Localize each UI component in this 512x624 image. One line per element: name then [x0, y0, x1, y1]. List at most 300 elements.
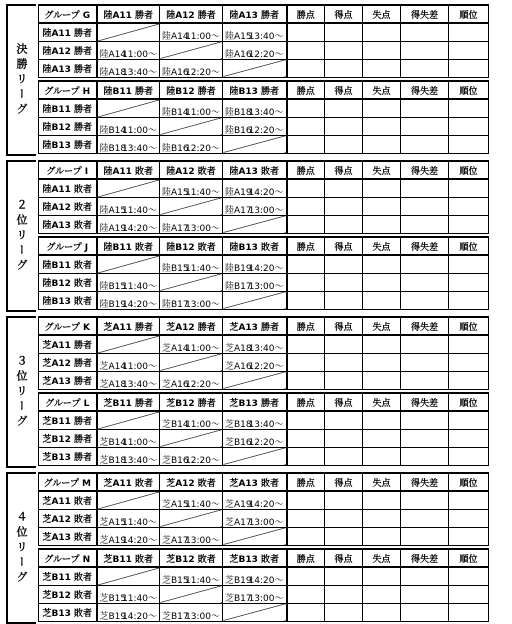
- match-cell: [97, 371, 160, 389]
- team-label: 芝A11 勝者: [39, 335, 97, 353]
- stat-column-header: 得失差: [401, 5, 449, 23]
- team-row: [39, 411, 489, 429]
- match-time: 11:00〜: [122, 361, 157, 371]
- match-number: 陸A14: [99, 49, 127, 59]
- stat-entry-cell[interactable]: [401, 179, 449, 197]
- stat-entry-cell[interactable]: [449, 291, 489, 309]
- team-label: 芝B11 敗者: [39, 567, 97, 585]
- stat-entry-cell[interactable]: [325, 353, 363, 371]
- stat-entry-cell[interactable]: [449, 41, 489, 59]
- stat-entry-cell[interactable]: [449, 371, 489, 389]
- opponent-column-header: 陸A11 敗者: [97, 161, 160, 179]
- match-cell: [160, 23, 223, 41]
- stat-entry-cell[interactable]: [325, 23, 363, 41]
- stat-entry-cell[interactable]: [325, 255, 363, 273]
- opponent-column-header: 陸B11 敗者: [97, 237, 160, 255]
- group-table: [38, 392, 489, 466]
- stat-entry-cell[interactable]: [401, 585, 449, 603]
- stat-entry-cell[interactable]: [287, 273, 325, 291]
- match-time: 11:40〜: [122, 593, 157, 603]
- group-table: [38, 160, 489, 234]
- stat-entry-cell[interactable]: [363, 255, 401, 273]
- stat-entry-cell[interactable]: [401, 527, 449, 545]
- stat-entry-cell[interactable]: [401, 197, 449, 215]
- match-cell: [97, 273, 160, 291]
- match-number: 芝A18: [99, 379, 127, 389]
- opponent-column-header: 芝A13 勝者: [223, 317, 287, 335]
- team-label: 陸B11 勝者: [39, 99, 97, 117]
- stat-entry-cell[interactable]: [325, 135, 363, 153]
- stat-entry-cell[interactable]: [287, 215, 325, 233]
- match-time: 13:40〜: [248, 420, 284, 429]
- match-time: 13:40〜: [248, 108, 284, 117]
- match-cell: [97, 117, 160, 135]
- match-time: 13:40〜: [248, 32, 284, 41]
- match-time: 14:20〜: [122, 299, 157, 309]
- stat-entry-cell[interactable]: [325, 527, 363, 545]
- stat-entry-cell[interactable]: [325, 335, 363, 353]
- stat-column-header: 得失差: [401, 237, 449, 255]
- match-cell: [97, 447, 160, 465]
- stat-entry-cell[interactable]: [287, 447, 325, 465]
- match-number: 陸B16: [162, 143, 189, 153]
- match-time: 13:00〜: [185, 535, 220, 545]
- stat-entry-cell[interactable]: [363, 215, 401, 233]
- stat-entry-cell[interactable]: [363, 41, 401, 59]
- match-time: 11:40〜: [122, 205, 157, 215]
- match-time: 11:00〜: [185, 108, 220, 117]
- stat-entry-cell[interactable]: [287, 411, 325, 429]
- stat-entry-cell[interactable]: [449, 135, 489, 153]
- stat-column-header: 順位: [449, 237, 489, 255]
- stat-entry-cell[interactable]: [287, 117, 325, 135]
- team-label: 芝A12 敗者: [39, 509, 97, 527]
- match-time: 14:20〜: [248, 264, 284, 273]
- stat-entry-cell[interactable]: [363, 585, 401, 603]
- stat-entry-cell[interactable]: [401, 255, 449, 273]
- stat-entry-cell[interactable]: [449, 59, 489, 77]
- stat-entry-cell[interactable]: [449, 603, 489, 621]
- match-cell: [160, 179, 223, 197]
- stat-entry-cell[interactable]: [401, 603, 449, 621]
- match-cell: [223, 197, 287, 215]
- match-number: 芝B16: [162, 455, 189, 465]
- opponent-column-header: 芝A12 勝者: [160, 317, 223, 335]
- stat-entry-cell[interactable]: [363, 411, 401, 429]
- stat-entry-cell[interactable]: [449, 335, 489, 353]
- match-time: 13:40〜: [122, 67, 157, 77]
- match-cell: [160, 291, 223, 309]
- stat-entry-cell[interactable]: [325, 117, 363, 135]
- stat-column-header: 勝点: [287, 237, 325, 255]
- stat-entry-cell[interactable]: [401, 59, 449, 77]
- match-number: 芝A16: [162, 379, 189, 389]
- stat-column-header: 得点: [325, 237, 363, 255]
- stat-entry-cell[interactable]: [401, 99, 449, 117]
- stat-entry-cell[interactable]: [363, 371, 401, 389]
- stat-entry-cell[interactable]: [363, 491, 401, 509]
- stat-entry-cell[interactable]: [325, 371, 363, 389]
- match-number: 陸B15: [99, 281, 127, 291]
- group-header-row: [39, 161, 489, 179]
- stat-column-header: 得点: [325, 161, 363, 179]
- match-cell: [97, 59, 160, 77]
- group-name: グループ M: [39, 473, 97, 491]
- stat-entry-cell[interactable]: [449, 353, 489, 371]
- stat-entry-cell[interactable]: [401, 335, 449, 353]
- stat-entry-cell[interactable]: [287, 491, 325, 509]
- stat-column-header: 得点: [325, 81, 363, 99]
- stat-entry-cell[interactable]: [325, 429, 363, 447]
- match-cell: [160, 255, 223, 273]
- match-cell: [160, 99, 223, 117]
- team-label: 芝B11 勝者: [39, 411, 97, 429]
- stat-entry-cell[interactable]: [363, 135, 401, 153]
- match-cell: [223, 117, 287, 135]
- match-number: 芝A14: [162, 344, 189, 353]
- team-row: [39, 335, 489, 353]
- stat-entry-cell[interactable]: [401, 117, 449, 135]
- stat-entry-cell[interactable]: [401, 273, 449, 291]
- stat-entry-cell[interactable]: [325, 491, 363, 509]
- match-number: 芝A17: [162, 535, 189, 545]
- stat-entry-cell[interactable]: [449, 215, 489, 233]
- stat-entry-cell[interactable]: [363, 567, 401, 585]
- stat-entry-cell[interactable]: [363, 179, 401, 197]
- stat-entry-cell[interactable]: [325, 411, 363, 429]
- match-cell: [160, 135, 223, 153]
- match-cell: [97, 291, 160, 309]
- stat-entry-cell[interactable]: [401, 567, 449, 585]
- opponent-column-header: 陸A12 勝者: [160, 5, 223, 23]
- team-label: 芝A13 敗者: [39, 527, 97, 545]
- stat-entry-cell[interactable]: [325, 585, 363, 603]
- match-number: 陸B18: [99, 143, 127, 153]
- team-label: 芝A12 勝者: [39, 353, 97, 371]
- match-number: 陸A15: [162, 188, 189, 197]
- match-cell: [160, 567, 223, 585]
- team-row: [39, 291, 489, 309]
- stat-entry-cell[interactable]: [287, 99, 325, 117]
- stat-entry-cell[interactable]: [449, 179, 489, 197]
- opponent-column-header: 陸A11 勝者: [97, 5, 160, 23]
- stat-entry-cell[interactable]: [449, 255, 489, 273]
- team-row: [39, 255, 489, 273]
- self-match-diagonal-cell: [97, 567, 160, 585]
- stat-entry-cell[interactable]: [401, 371, 449, 389]
- match-cell: [97, 197, 160, 215]
- stat-entry-cell[interactable]: [401, 41, 449, 59]
- stat-entry-cell[interactable]: [325, 567, 363, 585]
- group-table: [38, 548, 489, 622]
- team-row: [39, 491, 489, 509]
- match-number: 陸A15: [225, 32, 252, 41]
- stat-column-header: 得点: [325, 549, 363, 567]
- stat-entry-cell[interactable]: [287, 179, 325, 197]
- stat-entry-cell[interactable]: [325, 509, 363, 527]
- stat-entry-cell[interactable]: [287, 59, 325, 77]
- team-label: 芝A11 敗者: [39, 491, 97, 509]
- match-number: 芝B15: [162, 576, 189, 585]
- stat-entry-cell[interactable]: [449, 117, 489, 135]
- match-number: 芝B17: [162, 611, 189, 621]
- match-cell: [223, 509, 287, 527]
- match-time: 13:00〜: [248, 593, 284, 603]
- stat-entry-cell[interactable]: [401, 291, 449, 309]
- match-time: 11:00〜: [122, 437, 157, 447]
- stat-entry-cell[interactable]: [287, 429, 325, 447]
- stat-entry-cell[interactable]: [363, 291, 401, 309]
- stat-entry-cell[interactable]: [287, 527, 325, 545]
- stat-column-header: 得点: [325, 5, 363, 23]
- match-number: 芝B16: [225, 437, 252, 447]
- stat-entry-cell[interactable]: [401, 509, 449, 527]
- match-time: 13:40〜: [122, 455, 157, 465]
- stat-entry-cell[interactable]: [401, 447, 449, 465]
- team-label: 芝B13 敗者: [39, 603, 97, 621]
- match-cell: [223, 23, 287, 41]
- match-cell: [160, 527, 223, 545]
- stat-entry-cell[interactable]: [449, 411, 489, 429]
- match-time: 12:20〜: [185, 67, 220, 77]
- match-cell: [160, 491, 223, 509]
- stat-entry-cell[interactable]: [363, 23, 401, 41]
- stat-entry-cell[interactable]: [401, 135, 449, 153]
- match-number: 陸B19: [99, 299, 127, 309]
- match-number: 芝B19: [225, 576, 252, 585]
- stat-column-header: 順位: [449, 317, 489, 335]
- stat-entry-cell[interactable]: [449, 273, 489, 291]
- stat-entry-cell[interactable]: [449, 23, 489, 41]
- stat-column-header: 勝点: [287, 549, 325, 567]
- team-row: [39, 567, 489, 585]
- team-label: 陸A13 勝者: [39, 59, 97, 77]
- match-cell: [97, 135, 160, 153]
- stat-entry-cell[interactable]: [363, 99, 401, 117]
- stat-entry-cell[interactable]: [401, 429, 449, 447]
- match-cell: [223, 353, 287, 371]
- self-match-diagonal-cell: [223, 215, 287, 233]
- stat-entry-cell[interactable]: [449, 99, 489, 117]
- match-number: 芝A18: [225, 344, 252, 353]
- match-cell: [223, 179, 287, 197]
- stat-entry-cell[interactable]: [287, 603, 325, 621]
- stat-entry-cell[interactable]: [401, 23, 449, 41]
- stat-entry-cell[interactable]: [449, 509, 489, 527]
- opponent-column-header: 芝A13 敗者: [223, 473, 287, 491]
- team-label: 陸A13 敗者: [39, 215, 97, 233]
- opponent-column-header: 陸B13 敗者: [223, 237, 287, 255]
- stat-entry-cell[interactable]: [449, 447, 489, 465]
- match-time: 11:40〜: [185, 576, 220, 585]
- stat-entry-cell[interactable]: [363, 273, 401, 291]
- group-name: グループ J: [39, 237, 97, 255]
- stat-column-header: 失点: [363, 549, 401, 567]
- opponent-column-header: 芝B13 勝者: [223, 393, 287, 411]
- team-row: [39, 273, 489, 291]
- match-cell: [160, 371, 223, 389]
- stat-column-header: 順位: [449, 473, 489, 491]
- stat-entry-cell[interactable]: [363, 59, 401, 77]
- self-match-diagonal-cell: [223, 291, 287, 309]
- match-time: 13:40〜: [122, 143, 157, 153]
- stat-column-header: 勝点: [287, 81, 325, 99]
- self-match-diagonal-cell: [97, 179, 160, 197]
- stat-entry-cell[interactable]: [287, 291, 325, 309]
- stat-entry-cell[interactable]: [449, 197, 489, 215]
- match-number: 陸B14: [99, 125, 127, 135]
- opponent-column-header: 芝B12 敗者: [160, 549, 223, 567]
- stat-column-header: 勝点: [287, 5, 325, 23]
- match-time: 14:20〜: [122, 611, 157, 621]
- match-cell: [223, 567, 287, 585]
- team-row: [39, 585, 489, 603]
- stat-entry-cell[interactable]: [401, 215, 449, 233]
- stat-entry-cell[interactable]: [287, 371, 325, 389]
- stat-entry-cell[interactable]: [287, 41, 325, 59]
- stat-column-header: 勝点: [287, 393, 325, 411]
- stat-entry-cell[interactable]: [325, 197, 363, 215]
- match-number: 陸B18: [225, 108, 252, 117]
- match-number: 芝B15: [99, 593, 127, 603]
- team-label: 陸A12 勝者: [39, 41, 97, 59]
- stat-entry-cell[interactable]: [363, 353, 401, 371]
- opponent-column-header: 芝B11 勝者: [97, 393, 160, 411]
- match-number: 陸B17: [225, 281, 252, 291]
- stat-entry-cell[interactable]: [325, 447, 363, 465]
- stat-entry-cell[interactable]: [287, 23, 325, 41]
- opponent-column-header: 陸B12 敗者: [160, 237, 223, 255]
- match-time: 14:20〜: [248, 576, 284, 585]
- team-row: [39, 23, 489, 41]
- group-name: グループ H: [39, 81, 97, 99]
- stat-entry-cell[interactable]: [449, 491, 489, 509]
- match-time: 13:40〜: [248, 344, 284, 353]
- match-time: 13:00〜: [185, 223, 220, 233]
- stat-entry-cell[interactable]: [325, 179, 363, 197]
- stat-entry-cell[interactable]: [363, 197, 401, 215]
- stat-entry-cell[interactable]: [325, 273, 363, 291]
- stat-entry-cell[interactable]: [363, 509, 401, 527]
- match-number: 芝A15: [162, 500, 189, 509]
- stat-entry-cell[interactable]: [363, 429, 401, 447]
- self-match-diagonal-cell: [160, 353, 223, 371]
- match-number: 芝A15: [99, 517, 127, 527]
- team-row: [39, 41, 489, 59]
- stat-entry-cell[interactable]: [325, 291, 363, 309]
- group-table: [38, 4, 489, 78]
- team-label: 陸B12 勝者: [39, 117, 97, 135]
- stat-entry-cell[interactable]: [287, 509, 325, 527]
- stat-entry-cell[interactable]: [449, 585, 489, 603]
- self-match-diagonal-cell: [97, 23, 160, 41]
- stat-entry-cell[interactable]: [325, 215, 363, 233]
- opponent-column-header: 芝A11 勝者: [97, 317, 160, 335]
- stat-entry-cell[interactable]: [325, 41, 363, 59]
- stat-entry-cell[interactable]: [287, 585, 325, 603]
- team-row: [39, 197, 489, 215]
- stat-entry-cell[interactable]: [287, 353, 325, 371]
- stat-entry-cell[interactable]: [287, 135, 325, 153]
- stat-entry-cell[interactable]: [287, 335, 325, 353]
- stat-column-header: 順位: [449, 5, 489, 23]
- stat-entry-cell[interactable]: [401, 411, 449, 429]
- stat-entry-cell[interactable]: [287, 567, 325, 585]
- team-row: [39, 509, 489, 527]
- tier-label: [6, 160, 36, 312]
- stat-entry-cell[interactable]: [449, 429, 489, 447]
- team-row: [39, 59, 489, 77]
- opponent-column-header: 陸B12 勝者: [160, 81, 223, 99]
- stat-column-header: 失点: [363, 5, 401, 23]
- stat-entry-cell[interactable]: [401, 353, 449, 371]
- group-name: グループ L: [39, 393, 97, 411]
- self-match-diagonal-cell: [160, 197, 223, 215]
- match-time: 11:40〜: [122, 281, 157, 291]
- tier-label: [6, 472, 36, 624]
- match-time: 13:00〜: [248, 205, 284, 215]
- group-name: グループ N: [39, 549, 97, 567]
- stat-entry-cell[interactable]: [287, 197, 325, 215]
- team-label: 陸B13 勝者: [39, 135, 97, 153]
- stat-entry-cell[interactable]: [363, 603, 401, 621]
- stat-column-header: 順位: [449, 549, 489, 567]
- match-number: 芝B17: [225, 593, 252, 603]
- stat-column-header: 順位: [449, 81, 489, 99]
- stat-column-header: 勝点: [287, 161, 325, 179]
- opponent-column-header: 芝B11 敗者: [97, 549, 160, 567]
- team-label: 芝B13 勝者: [39, 447, 97, 465]
- stat-entry-cell[interactable]: [449, 567, 489, 585]
- stat-entry-cell[interactable]: [401, 491, 449, 509]
- team-label: 陸B11 敗者: [39, 255, 97, 273]
- stat-entry-cell[interactable]: [287, 255, 325, 273]
- team-row: [39, 353, 489, 371]
- stat-entry-cell[interactable]: [363, 117, 401, 135]
- stat-column-header: 得失差: [401, 393, 449, 411]
- match-cell: [223, 41, 287, 59]
- stat-entry-cell[interactable]: [325, 59, 363, 77]
- stat-column-header: 勝点: [287, 317, 325, 335]
- match-number: 陸B15: [162, 264, 189, 273]
- match-time: 11:00〜: [185, 344, 220, 353]
- stat-entry-cell[interactable]: [325, 603, 363, 621]
- group-header-row: [39, 473, 489, 491]
- match-cell: [97, 215, 160, 233]
- stat-column-header: 順位: [449, 161, 489, 179]
- group-table: [38, 80, 489, 154]
- stat-entry-cell[interactable]: [363, 447, 401, 465]
- match-number: 陸A15: [99, 205, 127, 215]
- stat-column-header: 失点: [363, 81, 401, 99]
- match-time: 12:20〜: [248, 437, 284, 447]
- self-match-diagonal-cell: [97, 491, 160, 509]
- match-cell: [97, 353, 160, 371]
- stat-entry-cell[interactable]: [363, 335, 401, 353]
- stat-entry-cell[interactable]: [363, 527, 401, 545]
- self-match-diagonal-cell: [97, 335, 160, 353]
- stat-column-header: 失点: [363, 161, 401, 179]
- match-cell: [160, 335, 223, 353]
- stat-column-header: 得点: [325, 473, 363, 491]
- stat-column-header: 得点: [325, 393, 363, 411]
- match-number: 芝B19: [99, 611, 127, 621]
- match-number: 芝A19: [225, 500, 252, 509]
- team-row: [39, 117, 489, 135]
- stat-entry-cell[interactable]: [325, 99, 363, 117]
- stat-entry-cell[interactable]: [449, 527, 489, 545]
- match-time: 11:40〜: [122, 517, 157, 527]
